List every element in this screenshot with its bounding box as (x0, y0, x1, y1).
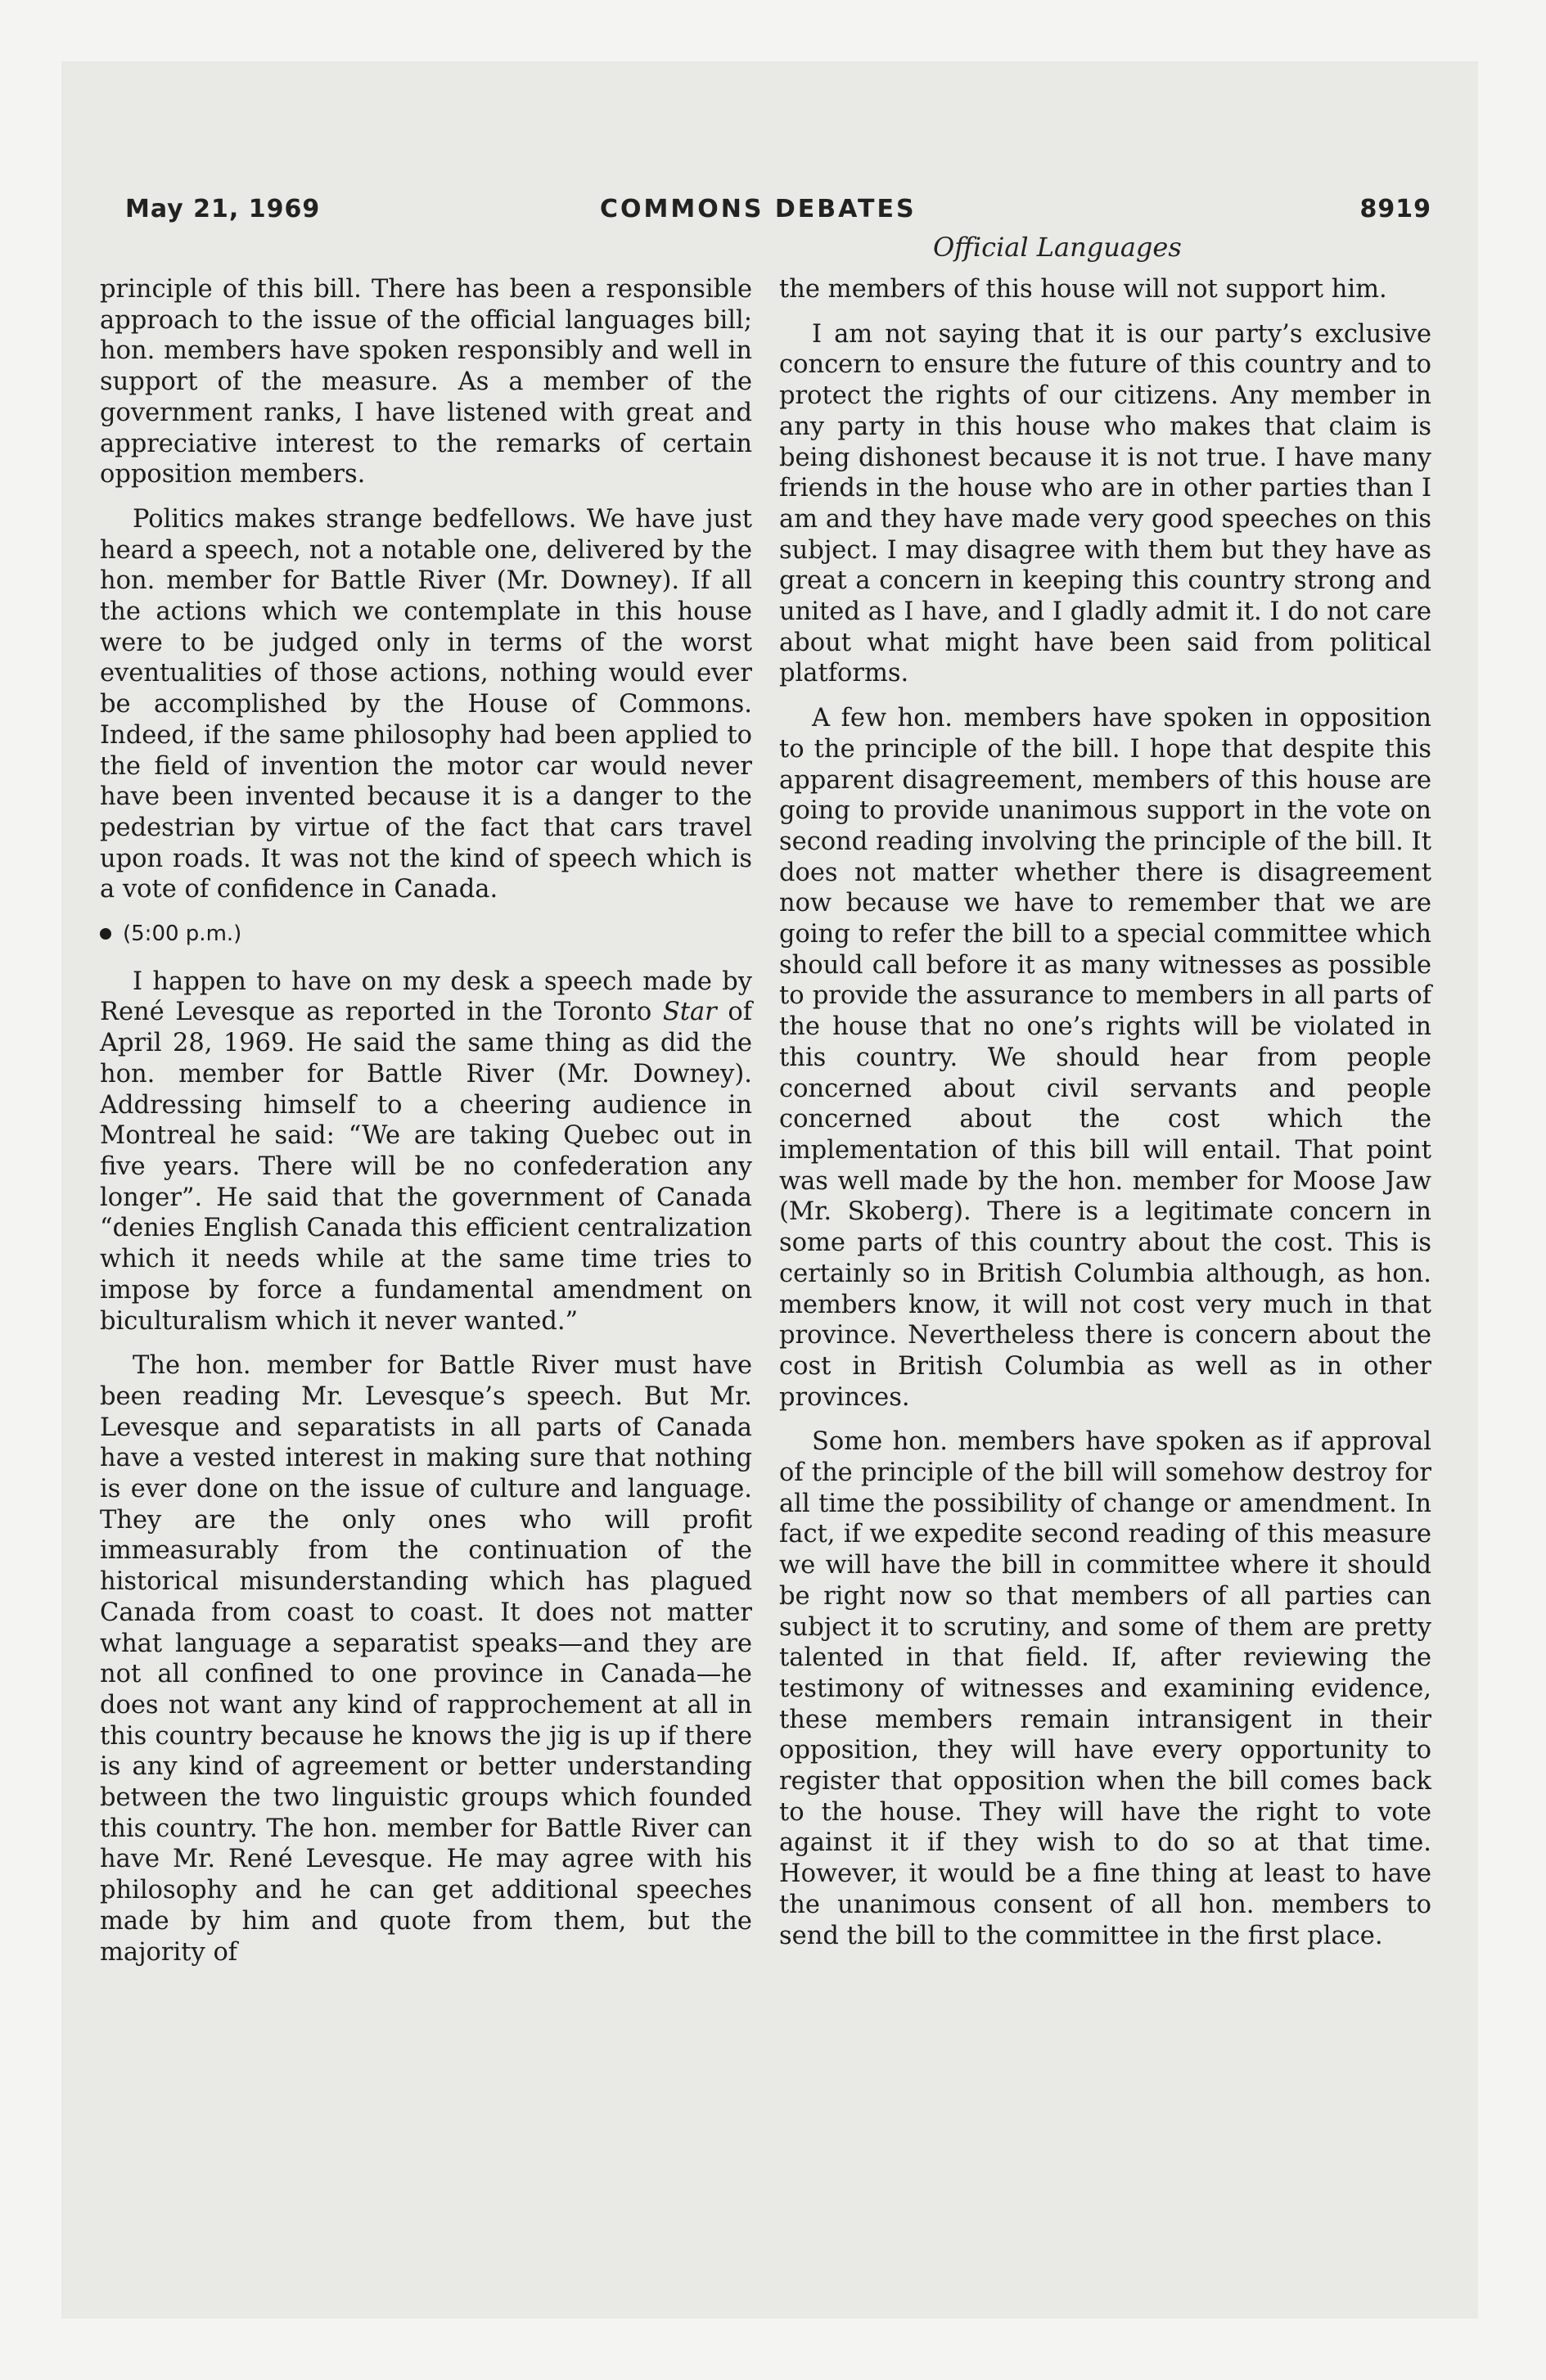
newspaper-name: Star (662, 998, 717, 1027)
paragraph: the members of this house will not support him. (779, 275, 1387, 304)
bullet-icon (100, 928, 111, 940)
paragraph: A few hon. members have spoken in opposition to the principle of the bill. I hope that despite this apparent disagreement, members of this house are going to provide unanimous support in the vote on second reading involving the principle of the bill. It does not matter whether there is disagreement now because we have to remember that we are going to refer the bill to a special committee which should call before it as many witnesses as possible to provide the assurance to members in all parts of the house that no one’s rights will be violated in this country. We should hear from people concerned about civil servants and people concerned about the cost which the implementation of this bill will entail. That point was well made by the hon. member for Moose Jaw (Mr. Skoberg). There is a legitimate concern in some parts of this country about the cost. This is certainly so in British Columbia although, as hon. members know, it will not cost very much in that province. Nevertheless there is concern about the cost in British Columbia as well as in other provinces. (779, 704, 1431, 1412)
paragraph: The hon. member for Battle River must have been reading Mr. Levesque’s speech. But Mr. Levesque and separatists in all parts of Canada have a vested interest in making sure that nothing is ever done on the issue of culture and language. They are the only ones who will profit immeasurably from the continuation of the historical misunderstanding which has plagued Canada from coast to coast. It does not matter what language a separatist speaks—and they are not all confined to one province in Canada—he does not want any kind of rapprochement at all in this country because he knows the jig is up if there is any kind of agreement or better understanding between the two linguistic groups which founded this country. The hon. member for Battle River can have Mr. René Levesque. He may agree with his philosophy and he can get additional speeches made by him and quote from them, but the majority of (100, 1351, 752, 1967)
header-date: May 21, 1969 (125, 195, 321, 223)
paragraph-text: I happen to have on my desk a speech made by René Levesque as reported in the Toronto (100, 967, 752, 1027)
paragraph: principle of this bill. There has been a responsible approach to the issue of the official languages bill; hon. members have spoken responsibly and well in support of the measure. As a member of the government ranks, I have listened with great and appreciative interest to the remarks of certain opposition members. (100, 275, 752, 489)
page-number: 8919 (1359, 195, 1431, 223)
left-column (100, 274, 752, 1981)
time-marker-text: (5:00 p.m.) (123, 922, 242, 947)
section-subhead: Official Languages (933, 232, 1182, 263)
paragraph (100, 967, 752, 1336)
paragraph: I am not saying that it is our party’s exclusive concern to ensure the future of this country and to protect the rights of our citizens. Any member in any party in this house who makes that claim is being dishonest because it is not true. I have many friends in the house who are in other parties than I am and they have made very good speeches on this subject. I may disagree with them but they have as great a concern in keeping this country strong and united as I have, and I gladly admit it. I do not care about what might have been said from political platforms. (779, 319, 1431, 688)
right-column (779, 274, 1431, 1965)
page-header (125, 195, 1431, 236)
time-marker (100, 919, 752, 950)
paragraph: Politics makes strange bedfellows. We have just heard a speech, not a notable one, delivered by the hon. member for Battle River (Mr. Downey). If all the actions which we contemplate in this house were to be judged only in terms of the worst eventualities of those actions, nothing would ever be accomplished by the House of Commons. Indeed, if the same philosophy had been applied to the field of invention the motor car would never have been invented because it is a danger to the pedestrian by virtue of the fact that cars travel upon roads. It was not the kind of speech which is a vote of confidence in Canada. (100, 504, 752, 904)
paragraph-text: of April 28, 1969. He said the same thing as did the hon. member for Battle River (Mr. Downey). Addressing himself to a cheering audience in Montreal he said: “We are taking Quebec out in five years. There will be no confederation any longer”. He said that the government of Canada “denies English Canada this efficient centralization which it needs while at the same time tries to impose by force a fundamental amendment on biculturalism which it never wanted.” (100, 998, 752, 1336)
paragraph: Some hon. members have spoken as if approval of the principle of the bill will somehow destroy for all time the possibility of change or amendment. In fact, if we expedite second reading of this measure we will have the bill in committee where it should be right now so that members of all parties can subject it to scrutiny, and some of them are pretty talented in that field. If, after reviewing the testimony of witnesses and examining evidence, these members remain intransigent in their opposition, they will have every opportunity to register that opposition when the bill comes back to the house. They will have the right to vote against it if they wish to do so at that time. However, it would be a fine thing at least to have the unanimous consent of all hon. members to send the bill to the committee in the first place. (779, 1427, 1431, 1950)
header-title: COMMONS DEBATES (600, 195, 917, 223)
